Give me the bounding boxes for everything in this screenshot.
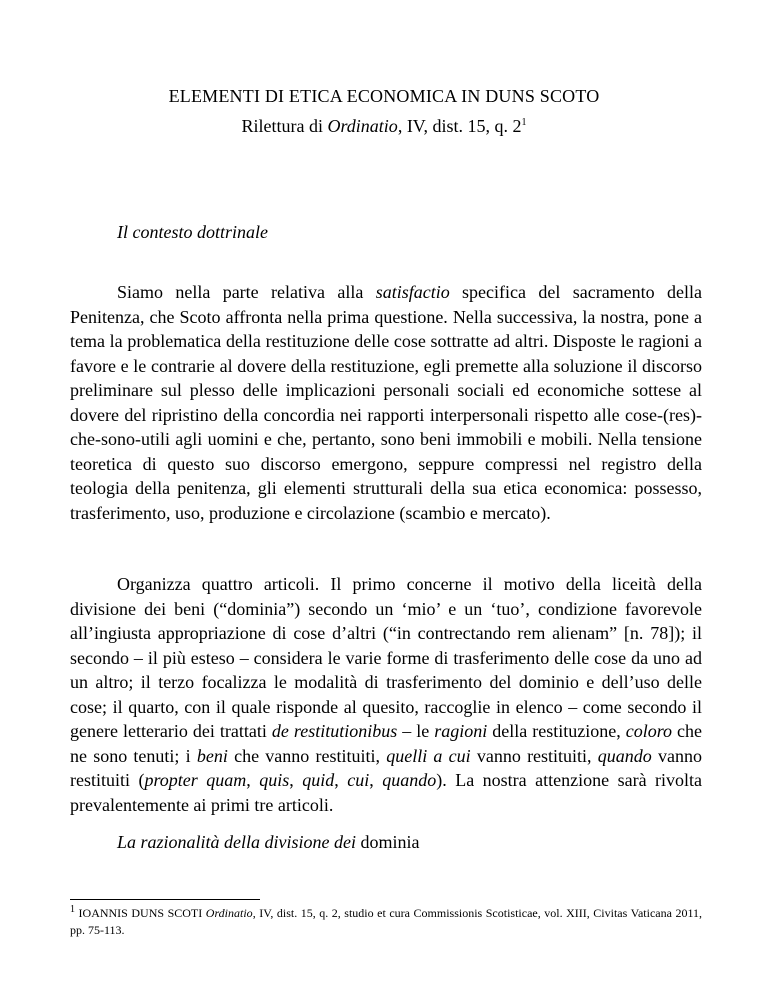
paragraph-text-run: che vanno restituiti,: [227, 745, 387, 766]
paragraph-text-run: cui: [347, 770, 370, 790]
paragraph-text-run: – le: [397, 721, 435, 741]
paragraph-text-run: Siamo nella parte relativa alla: [117, 282, 376, 302]
paragraph-2: [70, 572, 702, 817]
paragraph-text-run: ,: [246, 770, 260, 790]
paragraph-text-run: quis: [259, 770, 290, 790]
section-heading-2: [117, 832, 420, 853]
paragraph-text-run: della restituzione,: [487, 721, 626, 741]
paragraph-text-run: quando: [382, 770, 437, 790]
footnote: [70, 905, 702, 939]
document-title: ELEMENTI DI ETICA ECONOMICA IN DUNS SCOTO: [168, 86, 600, 106]
section-heading-2-italic: La razionalità della divisione dei: [117, 832, 361, 852]
paragraph-text-run: Organizza quattro articoli. Il primo concerne il motivo della liceità della divisione dei beni (“dominia”) secondo un ‘mio’ e un ‘tuo’, condizione favorevole all’ingiusta appropriazione di cose d’altri (“in contrectando rem alienam” [n. 78]); il secondo – il più esteso – considera le varie forme di trasferimento delle cose da uno ad un altro; il terzo focalizza le modalità di trasferimento del dominio e dell’uso delle cose; il quarto, con il quale risponde al quesito, raccoglie in elenco – come secondo il genere letterario dei trattati: [70, 574, 702, 741]
paragraph-text-run: beni: [196, 745, 228, 766]
paragraph-text-run: quando: [597, 745, 652, 766]
paragraph-text-run: che ne sono tenuti; i: [70, 721, 703, 766]
paragraph-text-run: quid: [302, 770, 335, 790]
subtitle-prefix: Rilettura di: [241, 116, 328, 136]
footnote-reference: 1: [521, 117, 527, 128]
paragraph-text-run: de restitutionibus: [271, 721, 398, 741]
footnote-mark: 1: [70, 904, 75, 915]
section-heading-1: Il contesto dottrinale: [117, 222, 268, 242]
subtitle-work: Ordinatio: [327, 116, 398, 136]
document-subtitle: [0, 116, 768, 137]
paragraph-text-run: ,: [289, 770, 303, 790]
footnote-author: IOANNIS DUNS SCOTI: [75, 906, 206, 920]
paragraph-text-run: vanno restituiti,: [470, 745, 598, 766]
footnote-rest: , IV, dist. 15, q. 2, studio et cura Commissionis Scotisticae, vol. XIII, Civitas Vaticana 2011, pp. 75-113.: [70, 906, 702, 937]
paragraph-1: [70, 280, 702, 525]
paragraph-text-run: coloro: [625, 721, 673, 741]
section-heading-2-roman: dominia: [360, 832, 420, 852]
paragraph-text-run: specifica del sacramento della Penitenza, che Scoto affronta nella prima questione. Nella successiva, la nostra, pone a tema la problematica della restituzione delle cose sottratte ad altri. Disposte le ragioni a favore e le contrarie al dovere della restituzione, egli premette alla soluzione il discorso preliminare sul plesso delle implicazioni personali sociali ed economiche sottese al dovere del ripristino della concordia nei rapporti interpersonali rispetto alle cose-(res)-che-sono-utili agli uomini e che, pertanto, sono beni immobili e mobili. Nella tensione teoretica di questo suo discorso emergono, seppure compressi nel registro della teologia della penitenza, gli elementi strutturali della sua etica economica: possesso, trasferimento, uso, produzione e circolazione (scambio e mercato).: [70, 282, 703, 523]
paragraph-text-run: ,: [369, 770, 383, 790]
paragraph-text-run: vanno restituiti (: [70, 745, 702, 790]
paragraph-text-run: quelli a cui: [386, 745, 471, 766]
paragraph-text-run: ). La nostra attenzione sarà rivolta prevalentemente ai primi tre articoli.: [70, 770, 703, 815]
subtitle-suffix: , IV, dist. 15, q. 2: [397, 116, 522, 136]
paragraph-text-run: ragioni: [434, 721, 488, 741]
paragraph-text-run: propter quam: [144, 770, 247, 790]
footnote-divider: [70, 899, 260, 900]
paragraph-text-run: satisfactio: [375, 282, 450, 302]
footnote-work: Ordinatio: [205, 906, 253, 920]
paragraph-text-run: ,: [334, 770, 348, 790]
